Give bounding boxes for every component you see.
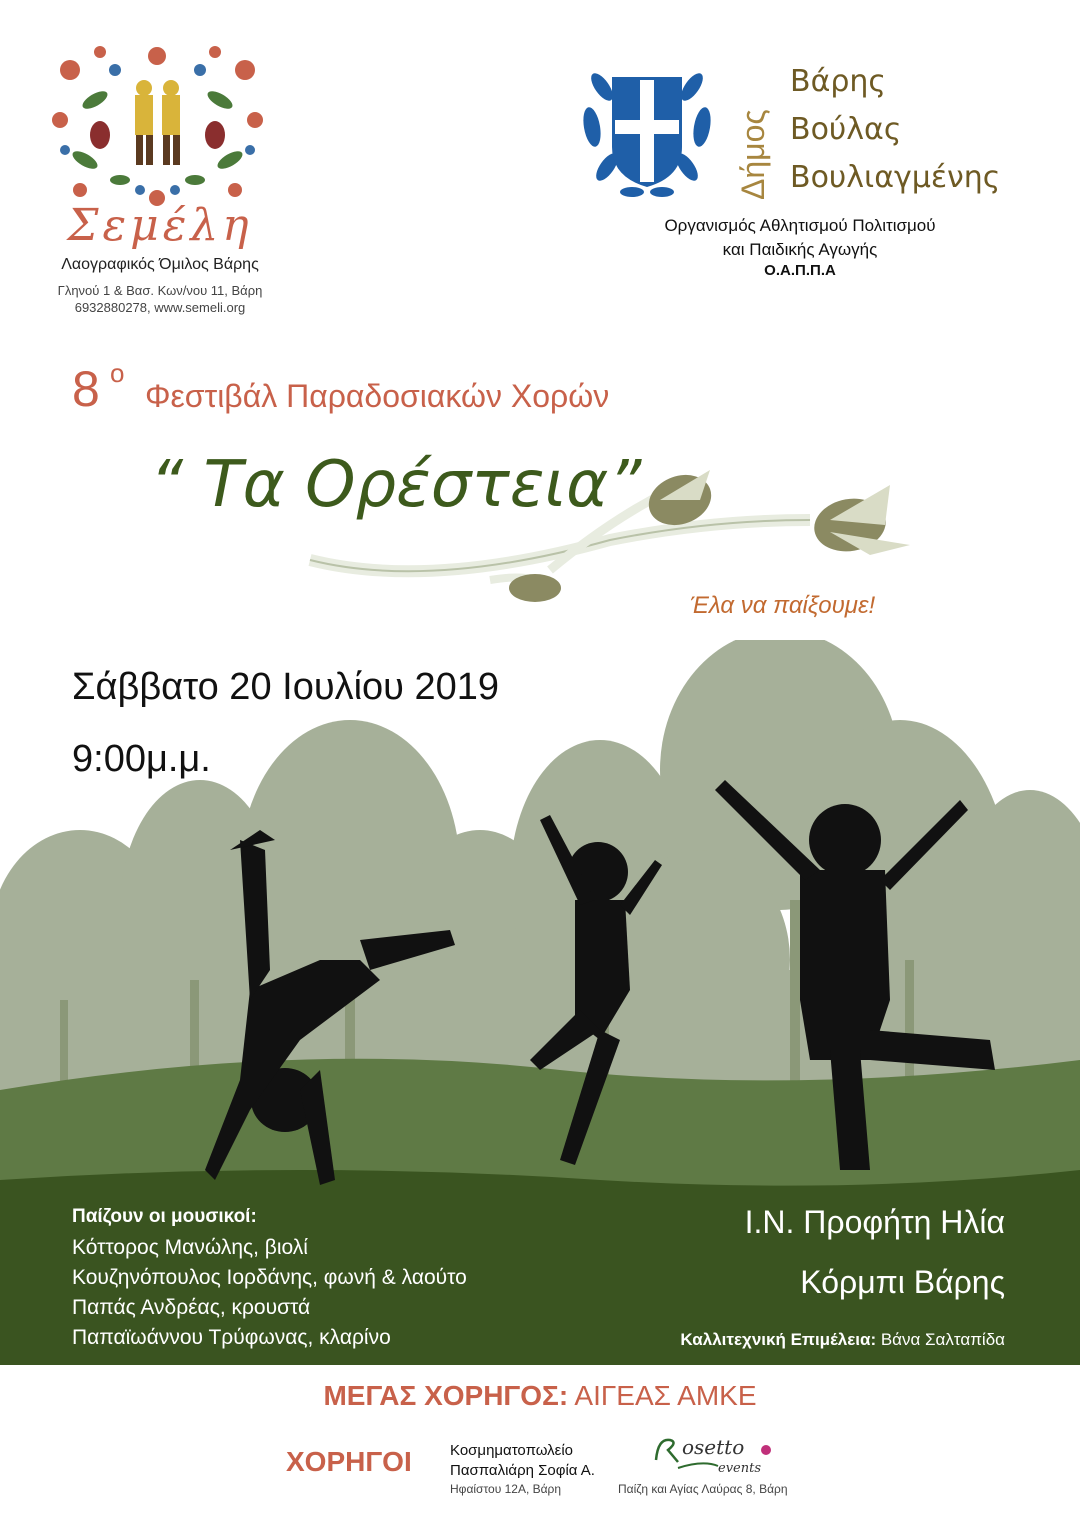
semeli-subtitle: Λαογραφικός Όμιλος Βάρης <box>61 256 259 273</box>
musician-item: Παπαϊωάννου Τρύφωνας, κλαρίνο <box>72 1326 391 1349</box>
semeli-name: Σεμέλη <box>67 200 253 251</box>
musician-item: Κόττορος Μανώλης, βιολί <box>72 1236 308 1259</box>
place-voula: Βούλας <box>790 112 902 147</box>
sponsor1-address: Ηφαίστου 12Α, Βάρη <box>450 1482 562 1496</box>
org-acronym: Ο.Α.Π.Π.Α <box>764 262 836 279</box>
festival-ordinal-superscript: ο <box>110 358 125 388</box>
dimos-label: Δήμος <box>735 109 771 200</box>
greek-state-emblem <box>572 52 722 202</box>
event-time: 9:00μ.μ. <box>72 738 211 780</box>
slogan: Έλα να παίξουμε! <box>690 592 876 619</box>
venue-location: Κόρμπι Βάρης <box>800 1264 1005 1300</box>
main-title: “ Τα Ορέστεια” <box>150 448 642 522</box>
sponsors-label: ΧΟΡΗΓΟΙ <box>286 1446 412 1477</box>
venue-church: Ι.Ν. Προφήτη Ηλία <box>744 1204 1005 1240</box>
major-sponsor-name: ΑΙΓΕΑΣ ΑΜΚΕ <box>568 1380 757 1411</box>
svg-text:osetto: osetto <box>682 1435 745 1459</box>
org-name-line1: Οργανισμός Αθλητισμού Πολιτισμού <box>664 216 936 235</box>
event-date: Σάββατο 20 Ιουλίου 2019 <box>72 666 500 708</box>
musician-item: Παπάς Ανδρέας, κρουστά <box>72 1296 311 1319</box>
sponsor2-address: Παίζη και Αγίας Λαύρας 8, Βάρη <box>618 1482 788 1496</box>
place-vouliagmeni: Βουλιαγμένης <box>790 160 1001 195</box>
artistic-label: Καλλιτεχνική Επιμέλεια: <box>680 1330 877 1349</box>
org-name-line2: και Παιδικής Αγωγής <box>722 240 878 259</box>
festival-title: Φεστιβάλ Παραδοσιακών Χορών <box>145 378 610 414</box>
sponsor1-name-line1: Κοσμηματοπωλείο <box>450 1442 573 1459</box>
musicians-heading: Παίζουν οι μουσικοί: <box>72 1206 257 1227</box>
semeli-embroidery-logo <box>40 40 275 210</box>
svg-text:events: events <box>718 1461 761 1476</box>
artistic-name: Βάνα Σαλταπίδα <box>876 1330 1005 1349</box>
rosetto-events-logo <box>648 1428 778 1478</box>
major-sponsor-label: ΜΕΓΑΣ ΧΟΡΗΓΟΣ: <box>323 1380 569 1411</box>
semeli-address <box>0 282 320 316</box>
sponsor1-name-line2: Πασπαλιάρη Σοφία Α. <box>450 1462 595 1479</box>
artistic-direction <box>680 1330 1005 1350</box>
festival-number: 8 <box>72 361 100 417</box>
semeli-address-line2: 6932880278, www.semeli.org <box>74 300 246 315</box>
major-sponsor <box>0 1380 1080 1412</box>
musician-item: Κουζηνόπουλος Ιορδάνης, φωνή & λαούτο <box>72 1266 467 1289</box>
semeli-address-line1: Γληνού 1 & Βασ. Κων/νου 11, Βάρη <box>57 283 263 298</box>
dimos-vertical-label <box>735 58 775 208</box>
place-vari: Βάρης <box>790 64 887 99</box>
